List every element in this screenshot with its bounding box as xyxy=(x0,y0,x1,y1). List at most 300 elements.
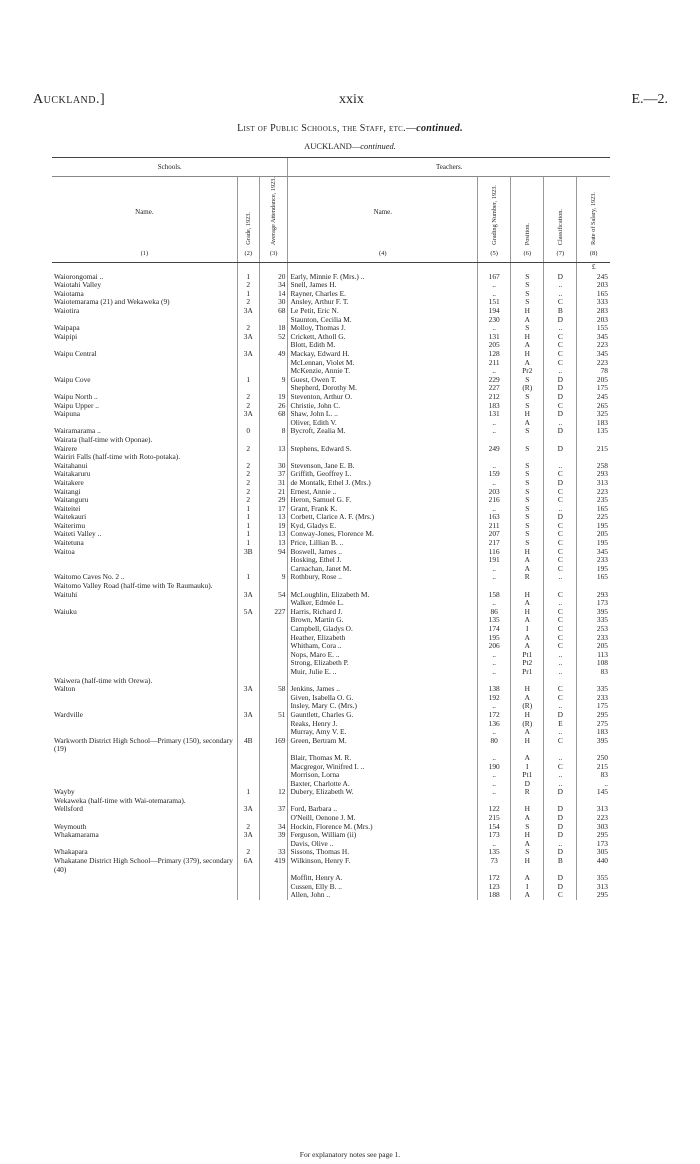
position: A xyxy=(511,840,544,849)
teacher-name: Ernest, Annie .. xyxy=(288,488,478,497)
teacher-name: Wilkinson, Henry F. xyxy=(288,857,478,874)
position: S xyxy=(511,848,544,857)
school-name: Waiorongomai .. xyxy=(54,272,104,281)
classification: C xyxy=(544,470,577,479)
teacher-name: Insley, Mary C. (Mrs.) xyxy=(288,702,478,711)
average-attendance xyxy=(259,367,288,376)
grading-number: 203 xyxy=(478,488,511,497)
salary: 335 xyxy=(577,616,610,625)
grading-number: .. xyxy=(478,324,511,333)
teacher-name: Moffitt, Henry A. xyxy=(288,874,478,883)
position: Pt1 xyxy=(511,771,544,780)
average-attendance xyxy=(259,616,288,625)
salary: 205 xyxy=(577,530,610,539)
average-attendance: 30 xyxy=(259,462,288,471)
classification: C xyxy=(544,359,577,368)
grading-number: 217 xyxy=(478,539,511,548)
page-number: xxix xyxy=(339,92,364,107)
salary: 295 xyxy=(577,711,610,720)
classification: .. xyxy=(544,771,577,780)
table-row xyxy=(52,479,610,488)
position: S xyxy=(511,281,544,290)
average-attendance xyxy=(259,634,288,643)
teacher-name xyxy=(288,677,478,686)
grading-number: 135 xyxy=(478,848,511,857)
average-attendance: 94 xyxy=(259,548,288,557)
salary: 305 xyxy=(577,848,610,857)
teacher-name: Mackay, Edward H. xyxy=(288,350,478,359)
school-name: Whakatane District High School—Primary (379), secondary (40) xyxy=(54,857,233,874)
average-attendance: 13 xyxy=(259,513,288,522)
school-name: Wairamarama .. xyxy=(54,427,101,436)
table-row xyxy=(52,367,610,376)
grade xyxy=(237,763,259,772)
position: S xyxy=(511,402,544,411)
classification: C xyxy=(544,763,577,772)
grading-number: 227 xyxy=(478,384,511,393)
position: H xyxy=(511,548,544,557)
average-attendance xyxy=(259,419,288,428)
position: S xyxy=(511,823,544,832)
salary: 245 xyxy=(577,393,610,402)
average-attendance xyxy=(259,651,288,660)
grade xyxy=(237,677,259,686)
average-attendance xyxy=(259,694,288,703)
grading-number: 230 xyxy=(478,316,511,325)
school-name: Waiwera (half-time with Orewa). xyxy=(54,676,153,685)
classification: C xyxy=(544,530,577,539)
salary: 325 xyxy=(577,410,610,419)
salary: 295 xyxy=(577,831,610,840)
school-name: Walton xyxy=(54,685,76,694)
position: A xyxy=(511,616,544,625)
average-attendance: 34 xyxy=(259,823,288,832)
table-row xyxy=(52,573,610,582)
table-row xyxy=(52,857,610,874)
classification: D xyxy=(544,427,577,436)
salary: 233 xyxy=(577,556,610,565)
teacher-name xyxy=(288,453,478,462)
teacher-name: McLoughlin, Elizabeth M. xyxy=(288,591,478,600)
average-attendance: 58 xyxy=(259,685,288,694)
grade xyxy=(237,316,259,325)
position: S xyxy=(511,445,544,454)
grade: 2 xyxy=(237,848,259,857)
grade xyxy=(237,883,259,892)
grade xyxy=(237,359,259,368)
average-attendance: 33 xyxy=(259,848,288,857)
grade: 1 xyxy=(237,539,259,548)
grading-number: .. xyxy=(478,754,511,763)
grade xyxy=(237,634,259,643)
table-row xyxy=(52,539,610,548)
grade xyxy=(237,642,259,651)
position: S xyxy=(511,290,544,299)
average-attendance xyxy=(259,384,288,393)
col-teacher-name: Name. xyxy=(288,177,478,248)
average-attendance xyxy=(259,316,288,325)
teacher-name: O'Neill, Oenone J. M. xyxy=(288,814,478,823)
grading-number: .. xyxy=(478,788,511,797)
salary: 395 xyxy=(577,737,610,754)
school-name: Waitahanui xyxy=(54,461,88,470)
teacher-name: Guest, Owen T. xyxy=(288,376,478,385)
table-row xyxy=(52,556,610,565)
col-num: (2) xyxy=(237,248,259,263)
teacher-name: Rothbury, Rose .. xyxy=(288,573,478,582)
school-name: Waitetuna xyxy=(54,539,84,548)
schools-staff-table xyxy=(52,157,610,900)
grading-number: 151 xyxy=(478,298,511,307)
position: S xyxy=(511,513,544,522)
position: H xyxy=(511,608,544,617)
salary xyxy=(577,677,610,686)
teacher-name: Walker, Edmée L. xyxy=(288,599,478,608)
grade: 0 xyxy=(237,427,259,436)
teacher-name: McLennan, Violet M. xyxy=(288,359,478,368)
position: H xyxy=(511,857,544,874)
table-row xyxy=(52,453,610,462)
salary: 223 xyxy=(577,814,610,823)
average-attendance: 19 xyxy=(259,393,288,402)
position: H xyxy=(511,307,544,316)
position xyxy=(511,797,544,806)
school-name xyxy=(52,556,237,565)
grading-number: 135 xyxy=(478,616,511,625)
salary: 108 xyxy=(577,659,610,668)
table-row xyxy=(52,720,610,729)
salary: 205 xyxy=(577,642,610,651)
grading-number: 249 xyxy=(478,445,511,454)
teacher-name: Baxter, Charlotte A. xyxy=(288,780,478,789)
average-attendance xyxy=(259,625,288,634)
position xyxy=(511,436,544,445)
grading-number: .. xyxy=(478,573,511,582)
salary: 215 xyxy=(577,445,610,454)
position: Pr2 xyxy=(511,367,544,376)
average-attendance xyxy=(259,840,288,849)
classification: C xyxy=(544,333,577,342)
grading-number: 86 xyxy=(478,608,511,617)
classification: D xyxy=(544,410,577,419)
average-attendance xyxy=(259,599,288,608)
salary: 395 xyxy=(577,608,610,617)
school-name: Waipuna xyxy=(54,410,81,419)
position: S xyxy=(511,324,544,333)
grade xyxy=(237,797,259,806)
table-row xyxy=(52,848,610,857)
position: H xyxy=(511,410,544,419)
table-row xyxy=(52,831,610,840)
grading-number: .. xyxy=(478,367,511,376)
school-name: Waipu Cove xyxy=(54,375,91,384)
table-row xyxy=(52,771,610,780)
grade: 3A xyxy=(237,333,259,342)
table-row xyxy=(52,711,610,720)
school-name xyxy=(52,891,237,900)
grading-number: .. xyxy=(478,668,511,677)
grade xyxy=(237,754,259,763)
salary: 195 xyxy=(577,565,610,574)
school-name: Whakapara xyxy=(54,848,88,857)
grade xyxy=(237,771,259,780)
school-name xyxy=(52,599,237,608)
classification: .. xyxy=(544,324,577,333)
table-row xyxy=(52,436,610,445)
school-name: Whakamarama xyxy=(54,831,99,840)
table-row xyxy=(52,505,610,514)
grade: 2 xyxy=(237,496,259,505)
classification: C xyxy=(544,737,577,754)
classification: D xyxy=(544,445,577,454)
table-row xyxy=(52,599,610,608)
position: S xyxy=(511,462,544,471)
table-row xyxy=(52,376,610,385)
position: S xyxy=(511,522,544,531)
position: S xyxy=(511,505,544,514)
group-schools: Schools. xyxy=(52,158,288,177)
position: H xyxy=(511,831,544,840)
teacher-name: Rayner, Charles E. xyxy=(288,290,478,299)
school-name: Waipu North .. xyxy=(54,392,98,401)
grading-number: .. xyxy=(478,290,511,299)
grade: 1 xyxy=(237,273,259,282)
table-row xyxy=(52,805,610,814)
average-attendance xyxy=(259,728,288,737)
salary: 183 xyxy=(577,419,610,428)
grading-number: 211 xyxy=(478,359,511,368)
teacher-name: Shepherd, Dorothy M. xyxy=(288,384,478,393)
salary: 203 xyxy=(577,316,610,325)
col-num: (4) xyxy=(288,248,478,263)
classification: .. xyxy=(544,728,577,737)
average-attendance: 14 xyxy=(259,290,288,299)
classification: C xyxy=(544,350,577,359)
table-row xyxy=(52,445,610,454)
header-left: Auckland.] xyxy=(33,92,106,107)
table-row xyxy=(52,513,610,522)
school-name xyxy=(52,694,237,703)
grade: 2 xyxy=(237,488,259,497)
table-row xyxy=(52,548,610,557)
average-attendance: 8 xyxy=(259,427,288,436)
grade xyxy=(237,556,259,565)
school-name xyxy=(52,341,237,350)
position: S xyxy=(511,298,544,307)
table-row xyxy=(52,694,610,703)
classification xyxy=(544,677,577,686)
subtitle-continued: continued. xyxy=(360,141,396,151)
grading-number xyxy=(478,436,511,445)
school-name xyxy=(52,642,237,651)
classification: .. xyxy=(544,419,577,428)
table-row xyxy=(52,668,610,677)
classification: C xyxy=(544,488,577,497)
table-row xyxy=(52,496,610,505)
table-row xyxy=(52,530,610,539)
average-attendance xyxy=(259,891,288,900)
teacher-name: Ansley, Arthur F. T. xyxy=(288,298,478,307)
average-attendance: 26 xyxy=(259,402,288,411)
grading-number: .. xyxy=(478,427,511,436)
average-attendance: 9 xyxy=(259,376,288,385)
position: S xyxy=(511,470,544,479)
table-row xyxy=(52,659,610,668)
salary xyxy=(577,582,610,591)
salary: 78 xyxy=(577,367,610,376)
grade xyxy=(237,720,259,729)
classification: .. xyxy=(544,659,577,668)
average-attendance xyxy=(259,780,288,789)
teacher-name: Boswell, James .. xyxy=(288,548,478,557)
salary: 313 xyxy=(577,883,610,892)
teacher-name: McKenzie, Annie T. xyxy=(288,367,478,376)
grade: 3A xyxy=(237,410,259,419)
teacher-name: Hosking, Ethel J. xyxy=(288,556,478,565)
grading-number: 163 xyxy=(478,513,511,522)
salary: 173 xyxy=(577,840,610,849)
school-name: Weymouth xyxy=(54,822,87,831)
footnote: For explanatory notes see page 1. xyxy=(299,1150,401,1159)
classification: D xyxy=(544,848,577,857)
average-attendance: 13 xyxy=(259,530,288,539)
table-row xyxy=(52,625,610,634)
classification: C xyxy=(544,548,577,557)
table-row xyxy=(52,290,610,299)
grade xyxy=(237,651,259,660)
school-name: Waitangi xyxy=(54,487,81,496)
teacher-name: Blair, Thomas M. R. xyxy=(288,754,478,763)
school-name xyxy=(52,771,237,780)
salary xyxy=(577,436,610,445)
teacher-name: Cussen, Elly B. .. xyxy=(288,883,478,892)
salary: 173 xyxy=(577,599,610,608)
grading-number: 167 xyxy=(478,273,511,282)
table-row xyxy=(52,470,610,479)
salary: 293 xyxy=(577,591,610,600)
classification: .. xyxy=(544,462,577,471)
average-attendance: 37 xyxy=(259,805,288,814)
grading-number: 191 xyxy=(478,556,511,565)
school-name: Wairere xyxy=(54,444,78,453)
salary xyxy=(577,797,610,806)
position: H xyxy=(511,685,544,694)
position: A xyxy=(511,754,544,763)
grade: 3B xyxy=(237,548,259,557)
average-attendance: 18 xyxy=(259,324,288,333)
classification: D xyxy=(544,711,577,720)
teacher-name: Snell, James H. xyxy=(288,281,478,290)
col-num: (6) xyxy=(511,248,544,263)
grading-number: .. xyxy=(478,462,511,471)
grade: 2 xyxy=(237,393,259,402)
salary: 253 xyxy=(577,625,610,634)
table-row xyxy=(52,634,610,643)
grading-number: 173 xyxy=(478,831,511,840)
average-attendance xyxy=(259,797,288,806)
average-attendance: 29 xyxy=(259,496,288,505)
position: A xyxy=(511,728,544,737)
table-row xyxy=(52,823,610,832)
school-name xyxy=(52,634,237,643)
average-attendance: 17 xyxy=(259,505,288,514)
table-row xyxy=(52,677,610,686)
grade xyxy=(237,891,259,900)
school-name xyxy=(52,728,237,737)
classification: D xyxy=(544,479,577,488)
position: S xyxy=(511,479,544,488)
teacher-name: Grant, Frank K. xyxy=(288,505,478,514)
grade xyxy=(237,874,259,883)
position: S xyxy=(511,496,544,505)
average-attendance xyxy=(259,763,288,772)
grade xyxy=(237,814,259,823)
table-row xyxy=(52,591,610,600)
average-attendance xyxy=(259,642,288,651)
teacher-name: Heron, Samuel G. F. xyxy=(288,496,478,505)
salary: 223 xyxy=(577,488,610,497)
teacher-name: Bycroft, Zealia M. xyxy=(288,427,478,436)
position: R xyxy=(511,788,544,797)
school-name: Wairata (half-time with Oponae). xyxy=(54,435,153,444)
classification: D xyxy=(544,384,577,393)
salary: 265 xyxy=(577,402,610,411)
grade: 2 xyxy=(237,281,259,290)
classification: C xyxy=(544,341,577,350)
grading-number: .. xyxy=(478,659,511,668)
school-name xyxy=(52,720,237,729)
grading-number: 190 xyxy=(478,763,511,772)
grade: 1 xyxy=(237,573,259,582)
average-attendance xyxy=(259,341,288,350)
position: Pt2 xyxy=(511,659,544,668)
average-attendance xyxy=(259,359,288,368)
teacher-name: Morrison, Lorna xyxy=(288,771,478,780)
classification: C xyxy=(544,591,577,600)
classification: C xyxy=(544,625,577,634)
school-name xyxy=(52,316,237,325)
teacher-name: Corbett, Clarice A. F. (Mrs.) xyxy=(288,513,478,522)
teacher-name: Ferguson, William (ii) xyxy=(288,831,478,840)
position: A xyxy=(511,565,544,574)
title-continued: continued. xyxy=(416,123,463,134)
teacher-name: Steventon, Arthur O. xyxy=(288,393,478,402)
position: H xyxy=(511,350,544,359)
average-attendance: 34 xyxy=(259,281,288,290)
average-attendance xyxy=(259,436,288,445)
average-attendance: 51 xyxy=(259,711,288,720)
grading-number: 206 xyxy=(478,642,511,651)
salary: 345 xyxy=(577,333,610,342)
school-name: Waipu Central xyxy=(54,350,97,359)
grading-number: 211 xyxy=(478,522,511,531)
salary: 205 xyxy=(577,376,610,385)
table-row xyxy=(52,359,610,368)
grade xyxy=(237,702,259,711)
teacher-name: Dubery, Elizabeth W. xyxy=(288,788,478,797)
teacher-name: Crickett, Atholl G. xyxy=(288,333,478,342)
classification: .. xyxy=(544,281,577,290)
salary: 295 xyxy=(577,891,610,900)
school-name xyxy=(52,814,237,823)
col-num: (8) xyxy=(577,248,610,263)
school-name: Waipipi xyxy=(54,332,78,341)
classification: D xyxy=(544,788,577,797)
grading-number: 131 xyxy=(478,333,511,342)
teacher-name: Macgregor, Winifred I. .. xyxy=(288,763,478,772)
salary: 345 xyxy=(577,350,610,359)
classification: .. xyxy=(544,780,577,789)
